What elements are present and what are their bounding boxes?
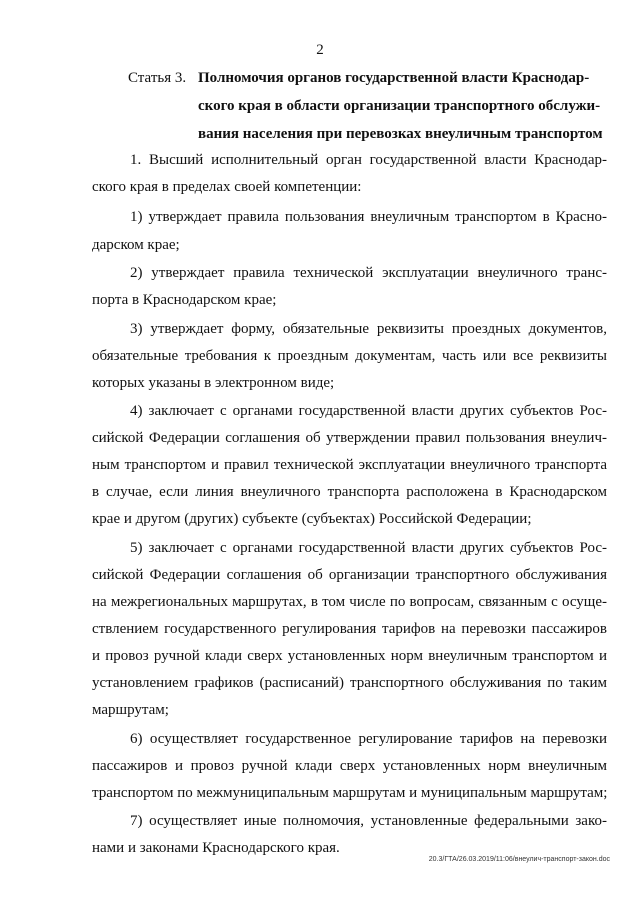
- paragraph-line: 1) утверждает правила пользования внеуличным транспортом в Красно-: [130, 209, 607, 225]
- article-title-line: вания населения при перевозках внеуличным транспортом: [198, 126, 603, 142]
- paragraph-line: 2) утверждает правила технической эксплуатации внеуличного транс-: [130, 265, 607, 281]
- paragraph-line: порта в Краснодарском крае;: [92, 292, 277, 308]
- document-footer: 20.3/ГТА/26.03.2019/11:06/внеулич-транспорт-закон.doc: [428, 856, 610, 863]
- paragraph-line: сийской Федерации соглашения об утверждении правил пользования внеулич-: [92, 430, 607, 446]
- paragraph-line: обязательные требования к проездным документам, часть или все реквизиты: [92, 348, 607, 364]
- article-title-line: ского края в области организации транспортного обслужи-: [198, 98, 601, 114]
- article-title-line: Полномочия органов государственной власти Краснодар-: [198, 70, 590, 86]
- paragraph-line: 5) заключает с органами государственной власти других субъектов Рос-: [130, 540, 607, 556]
- paragraph-line: и провоз ручной клади сверх установленных норм внеуличным транспортом и: [92, 648, 607, 664]
- paragraph-line: ным транспортом и правил технической эксплуатации внеуличного транспорта: [92, 457, 607, 473]
- paragraph-line: пассажиров и провоз ручной клади сверх установленных норм внеуличным: [92, 758, 607, 774]
- paragraph-line: крае и другом (других) субъекте (субъектах) Российской Федерации;: [92, 511, 532, 527]
- paragraph-line: нами и законами Краснодарского края.: [92, 840, 340, 856]
- paragraph-line: ствлением государственного регулирования тарифов на перевозки пассажиров: [92, 621, 607, 637]
- paragraph-line: маршрутам;: [92, 702, 169, 718]
- paragraph-line: которых указаны в электронном виде;: [92, 375, 335, 391]
- article-label: Статья 3.: [128, 70, 187, 86]
- paragraph-line: 3) утверждает форму, обязательные реквизиты проездных документов,: [130, 321, 607, 337]
- paragraph-line: 7) осуществляет иные полномочия, установленные федеральными зако-: [130, 813, 607, 829]
- page-number: 2: [316, 42, 324, 58]
- paragraph-line: установлением графиков (расписаний) транспортного обслуживания по таким: [92, 675, 607, 691]
- paragraph-line: транспортом по межмуниципальным маршрутам и муниципальным маршрутам;: [92, 785, 608, 801]
- paragraph-line: в случае, если линия внеуличного транспорта расположена в Краснодарском: [92, 484, 607, 500]
- paragraph-line: сийской Федерации соглашения об организации транспортного обслуживания: [92, 567, 607, 583]
- paragraph-line: ского края в пределах своей компетенции:: [92, 179, 362, 195]
- paragraph-line: на межрегиональных маршрутах, в том числе по вопросам, связанным с осуще-: [92, 594, 607, 610]
- paragraph-line: 6) осуществляет государственное регулирование тарифов на перевозки: [130, 731, 607, 747]
- paragraph-line: 1. Высший исполнительный орган государственной власти Краснодар-: [130, 152, 607, 168]
- paragraph-line: 4) заключает с органами государственной власти других субъектов Рос-: [130, 403, 607, 419]
- paragraph-line: дарском крае;: [92, 237, 180, 253]
